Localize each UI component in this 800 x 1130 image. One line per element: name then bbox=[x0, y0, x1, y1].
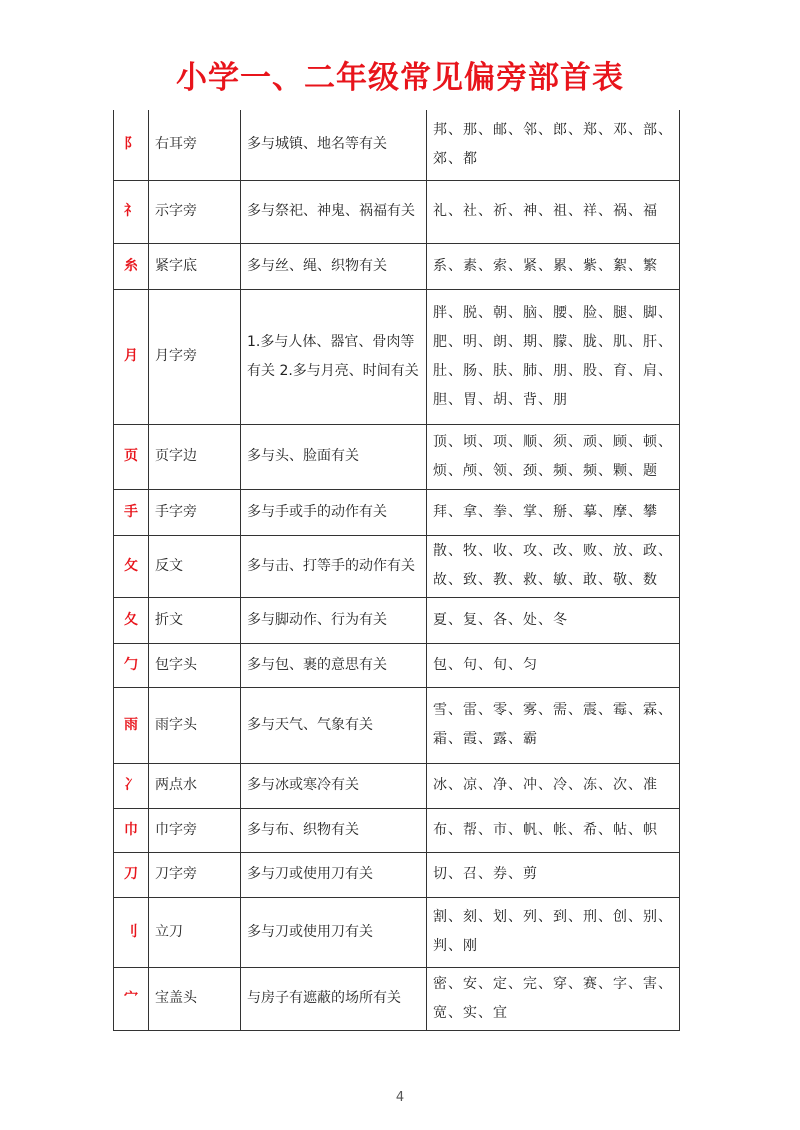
radical-cell: 手 bbox=[114, 489, 149, 535]
meaning-cell: 多与刀或使用刀有关 bbox=[241, 852, 427, 897]
meaning-cell: 多与击、打等手的动作有关 bbox=[241, 535, 427, 597]
examples-cell: 顶、顷、项、顺、须、顽、顾、顿、烦、颅、领、颈、频、频、颗、题 bbox=[427, 424, 680, 489]
table-row bbox=[114, 424, 680, 489]
radical-name-cell: 页字边 bbox=[149, 424, 241, 489]
radical-name-cell: 雨字头 bbox=[149, 687, 241, 763]
examples-cell: 割、刻、划、列、到、刑、创、别、判、刚 bbox=[427, 897, 680, 967]
radical-name-cell: 紧字底 bbox=[149, 243, 241, 289]
radical-cell: 糸 bbox=[114, 243, 149, 289]
radical-cell: 宀 bbox=[114, 967, 149, 1030]
table-row bbox=[114, 763, 680, 808]
table-row bbox=[114, 180, 680, 243]
meaning-cell: 多与手或手的动作有关 bbox=[241, 489, 427, 535]
meaning-cell: 多与包、裹的意思有关 bbox=[241, 643, 427, 687]
table-row bbox=[114, 110, 680, 180]
radical-cell: 夂 bbox=[114, 597, 149, 643]
meaning-cell: 多与天气、气象有关 bbox=[241, 687, 427, 763]
radical-name-cell: 两点水 bbox=[149, 763, 241, 808]
radical-cell: 攵 bbox=[114, 535, 149, 597]
meaning-cell: 1.多与人体、器官、骨肉等有关 2.多与月亮、时间有关 bbox=[241, 289, 427, 424]
radical-cell: 礻 bbox=[114, 180, 149, 243]
table-row bbox=[114, 897, 680, 967]
radical-name-cell: 刀字旁 bbox=[149, 852, 241, 897]
meaning-cell: 多与丝、绳、织物有关 bbox=[241, 243, 427, 289]
meaning-cell: 与房子有遮蔽的场所有关 bbox=[241, 967, 427, 1030]
examples-cell: 礼、社、祈、神、祖、祥、祸、福 bbox=[427, 180, 680, 243]
examples-cell: 冰、凉、净、冲、冷、冻、次、准 bbox=[427, 763, 680, 808]
radical-name-cell: 宝盖头 bbox=[149, 967, 241, 1030]
table-row bbox=[114, 687, 680, 763]
examples-cell: 拜、拿、拳、掌、掰、摹、摩、攀 bbox=[427, 489, 680, 535]
table-row bbox=[114, 597, 680, 643]
radical-name-cell: 月字旁 bbox=[149, 289, 241, 424]
meaning-cell: 多与祭祀、神鬼、祸福有关 bbox=[241, 180, 427, 243]
meaning-cell: 多与冰或寒冷有关 bbox=[241, 763, 427, 808]
page-number: 4 bbox=[395, 1090, 405, 1105]
examples-cell: 密、安、定、完、穿、赛、字、害、宽、实、宜 bbox=[427, 967, 680, 1030]
table-row bbox=[114, 852, 680, 897]
examples-cell: 包、句、旬、匀 bbox=[427, 643, 680, 687]
examples-cell: 雪、雷、零、雾、需、震、霉、霖、霜、霞、露、霸 bbox=[427, 687, 680, 763]
radical-cell: 刂 bbox=[114, 897, 149, 967]
radical-cell: 冫 bbox=[114, 763, 149, 808]
table-row bbox=[114, 535, 680, 597]
radical-name-cell: 右耳旁 bbox=[149, 110, 241, 180]
examples-cell: 散、牧、收、攻、改、败、放、政、故、致、教、救、敏、敢、敬、数 bbox=[427, 535, 680, 597]
meaning-cell: 多与布、织物有关 bbox=[241, 808, 427, 852]
radical-name-cell: 反文 bbox=[149, 535, 241, 597]
radical-name-cell: 包字头 bbox=[149, 643, 241, 687]
examples-cell: 系、素、索、紧、累、紫、絮、繁 bbox=[427, 243, 680, 289]
examples-cell: 夏、复、各、处、冬 bbox=[427, 597, 680, 643]
radical-cell: 雨 bbox=[114, 687, 149, 763]
examples-cell: 胖、脱、朝、脑、腰、脸、腿、脚、肥、明、朗、期、朦、胧、肌、肝、肚、肠、肤、肺、朋、股、育、肩、胆、胃、胡、背、朋 bbox=[427, 289, 680, 424]
table-row bbox=[114, 967, 680, 1030]
table-row bbox=[114, 243, 680, 289]
table-row bbox=[114, 489, 680, 535]
radical-name-cell: 折文 bbox=[149, 597, 241, 643]
meaning-cell: 多与刀或使用刀有关 bbox=[241, 897, 427, 967]
radical-cell: 勹 bbox=[114, 643, 149, 687]
meaning-cell: 多与城镇、地名等有关 bbox=[241, 110, 427, 180]
radical-name-cell: 巾字旁 bbox=[149, 808, 241, 852]
page-title: 小学一、二年级常见偏旁部首表 bbox=[176, 60, 624, 96]
examples-cell: 切、召、券、剪 bbox=[427, 852, 680, 897]
radical-name-cell: 示字旁 bbox=[149, 180, 241, 243]
meaning-cell: 多与头、脸面有关 bbox=[241, 424, 427, 489]
radical-cell: 阝 bbox=[114, 110, 149, 180]
radical-name-cell: 立刀 bbox=[149, 897, 241, 967]
table-row bbox=[114, 808, 680, 852]
table-row bbox=[114, 289, 680, 424]
examples-cell: 布、帮、市、帆、帐、希、帖、帜 bbox=[427, 808, 680, 852]
radical-cell: 页 bbox=[114, 424, 149, 489]
meaning-cell: 多与脚动作、行为有关 bbox=[241, 597, 427, 643]
radical-cell: 巾 bbox=[114, 808, 149, 852]
radical-cell: 刀 bbox=[114, 852, 149, 897]
examples-cell: 邦、那、邮、邻、郎、郑、邓、部、郊、都 bbox=[427, 110, 680, 180]
radical-cell: 月 bbox=[114, 289, 149, 424]
table-row bbox=[114, 643, 680, 687]
radical-table bbox=[113, 110, 680, 1031]
radical-name-cell: 手字旁 bbox=[149, 489, 241, 535]
